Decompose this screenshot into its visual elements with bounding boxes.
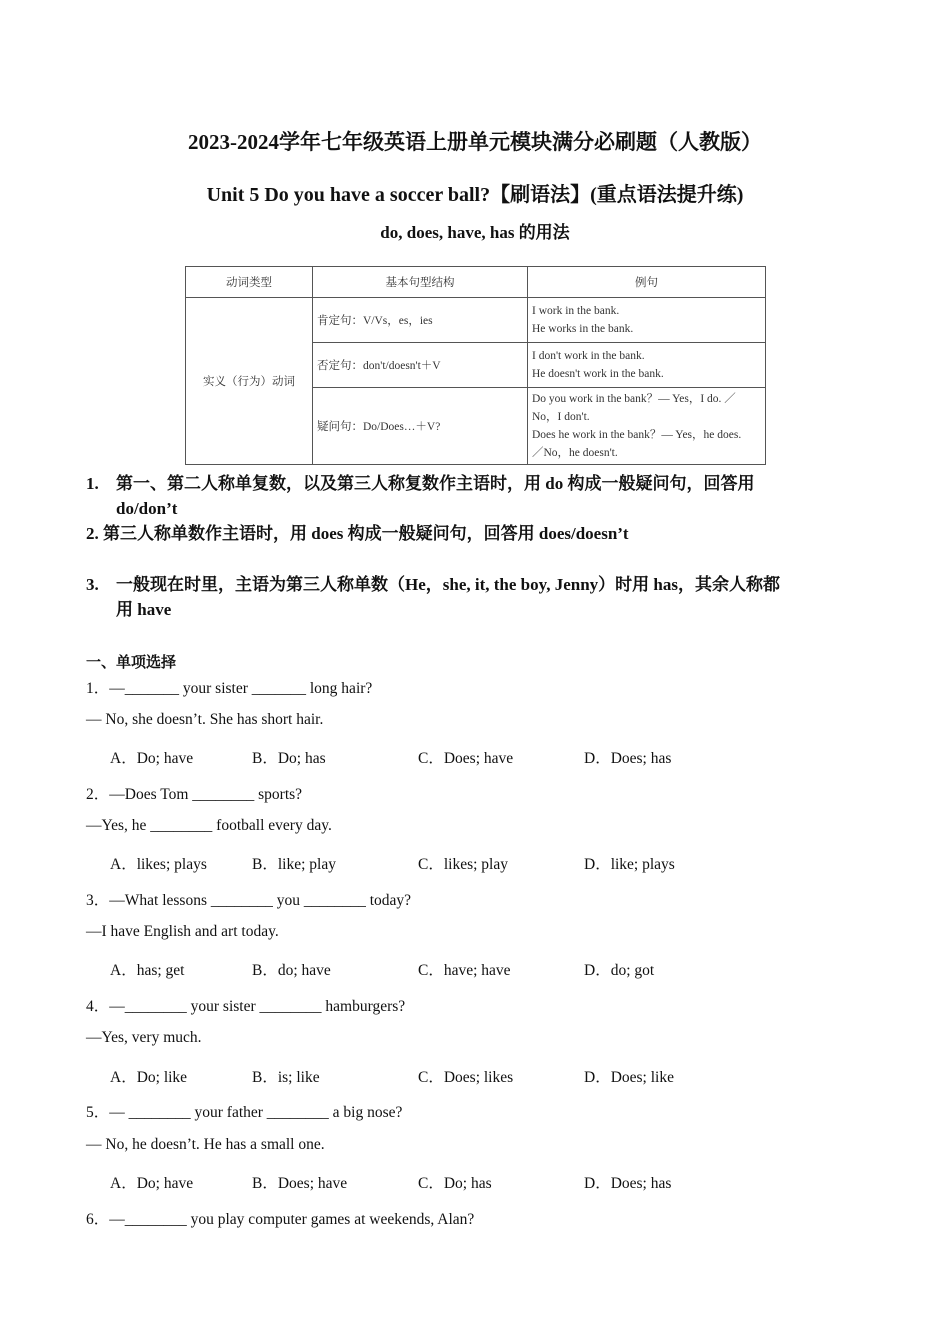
unit-subtitle: Unit 5 Do you have a soccer ball?【刷语法】(重点语法提升练): [206, 184, 744, 206]
table-header-row: [186, 267, 766, 298]
option-d[interactable]: D．Does; has: [584, 750, 672, 767]
rule-item: [86, 521, 876, 546]
option-a[interactable]: A．Do; have: [110, 1175, 194, 1192]
grammar-topic: do, does, have, has 的用法: [380, 223, 570, 242]
option-b[interactable]: B．do; have: [252, 962, 331, 979]
question-stem: 4．—________ your sister ________ hamburgers?: [86, 998, 406, 1015]
option-a[interactable]: A．likes; plays: [110, 856, 207, 873]
rule-text-continued: 用 have: [116, 600, 172, 619]
option-b[interactable]: B．Does; have: [252, 1175, 348, 1192]
option-c[interactable]: C．likes; play: [418, 856, 508, 873]
grammar-table: [185, 266, 766, 465]
question-stem: 2．—Does Tom ________ sports?: [86, 786, 303, 803]
option-a[interactable]: A．Do; have: [110, 750, 194, 767]
verb-type-cell: 实义（行为）动词: [186, 298, 313, 465]
question-dialogue: —Yes, very much.: [86, 1029, 202, 1046]
option-b[interactable]: B．like; play: [252, 856, 336, 873]
option-d[interactable]: D．do; got: [584, 962, 655, 979]
table-header: 例句: [528, 267, 766, 298]
option-c[interactable]: C．Does; have: [418, 750, 514, 767]
document-title: 2023-2024学年七年级英语上册单元模块满分必刷题（人教版）: [188, 130, 762, 154]
rule-text-continued: do/don’t: [116, 499, 178, 518]
example-line: ／No，he doesn't.: [532, 447, 618, 459]
rule-item: [86, 471, 876, 521]
rule-number: 1.: [86, 474, 99, 493]
option-b[interactable]: B．Do; has: [252, 750, 326, 767]
rule-text: 第一、第二人称单复数，以及第三人称复数作主语时，用 do 构成一般疑问句，回答用: [116, 474, 755, 493]
option-a[interactable]: A．has; get: [110, 962, 185, 979]
question-dialogue: — No, she doesn’t. She has short hair.: [86, 711, 324, 728]
rule-number: 2.: [86, 524, 99, 543]
table-header: 动词类型: [186, 267, 313, 298]
example-line: Does he work in the bank？— Yes，he does.: [532, 429, 742, 441]
option-c[interactable]: C．Does; likes: [418, 1069, 514, 1086]
question-stem: 1．—_______ your sister _______ long hair?: [86, 680, 373, 697]
example-line: No，I don't.: [532, 411, 590, 423]
question-dialogue: —Yes, he ________ football every day.: [86, 817, 332, 834]
table-header: 基本句型结构: [313, 267, 528, 298]
rule-item: [86, 572, 876, 622]
option-b[interactable]: B．is; like: [252, 1069, 320, 1086]
rule-text: 一般现在时里，主语为第三人称单数（He，she, it, the boy, Jenny）时用 has，其余人称都: [116, 575, 780, 594]
option-c[interactable]: C．Do; has: [418, 1175, 492, 1192]
option-a[interactable]: A．Do; like: [110, 1069, 188, 1086]
structure-cell: 否定句：don't/doesn't＋V: [313, 343, 528, 388]
example-line: He works in the bank.: [532, 323, 634, 335]
question-stem: 6．—________ you play computer games at weekends, Alan?: [86, 1211, 475, 1228]
question-stem: 3．—What lessons ________ you ________ today?: [86, 892, 412, 909]
question-dialogue: — No, he doesn’t. He has a small one.: [86, 1136, 325, 1153]
structure-cell: 肯定句：V/Vs，es，ies: [313, 298, 528, 343]
example-line: Do you work in the bank？— Yes，I do. ／: [532, 393, 736, 405]
example-line: I don't work in the bank.: [532, 350, 645, 362]
option-d[interactable]: D．Does; has: [584, 1175, 672, 1192]
structure-cell: 疑问句：Do/Does…＋V?: [313, 388, 528, 465]
example-cell: [528, 388, 766, 465]
option-d[interactable]: D．like; plays: [584, 856, 675, 873]
example-line: He doesn't work in the bank.: [532, 368, 664, 380]
example-line: I work in the bank.: [532, 305, 620, 317]
section-title: 一、单项选择: [86, 655, 177, 671]
question-stem: 5．— ________ your father ________ a big nose?: [86, 1104, 403, 1121]
table-row: [186, 298, 766, 343]
question-dialogue: —I have English and art today.: [86, 923, 279, 940]
rule-number: 3.: [86, 575, 99, 594]
example-cell: [528, 343, 766, 388]
option-c[interactable]: C．have; have: [418, 962, 511, 979]
rule-text: 第三人称单数作主语时，用 does 构成一般疑问句，回答用 does/doesn’t: [103, 524, 629, 543]
option-d[interactable]: D．Does; like: [584, 1069, 674, 1086]
example-cell: [528, 298, 766, 343]
